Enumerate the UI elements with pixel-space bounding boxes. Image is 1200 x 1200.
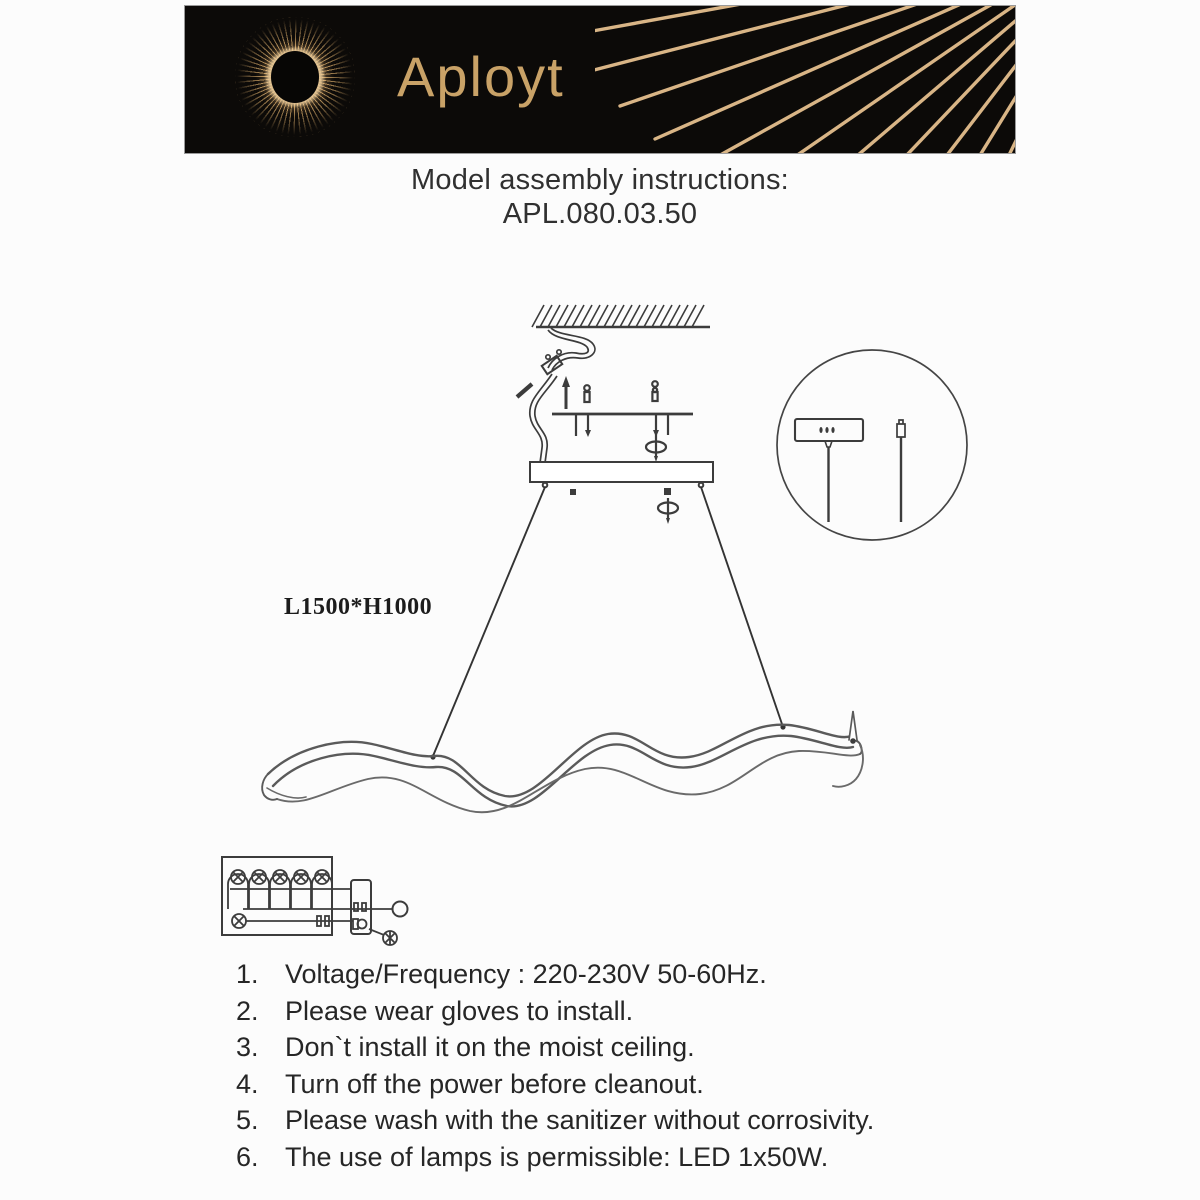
item-text: Don`t install it on the moist ceiling. xyxy=(285,1032,695,1062)
item-text: Turn off the power before cleanout. xyxy=(285,1068,704,1099)
wavy-led-ribbon xyxy=(262,711,863,812)
item-number: 6. xyxy=(236,1141,259,1172)
list-item xyxy=(236,1066,1056,1103)
detail-inset xyxy=(777,350,967,540)
list-item xyxy=(236,1029,1056,1066)
item-number: 4. xyxy=(236,1068,259,1099)
instructions-list xyxy=(236,956,1056,1175)
item-text: Please wear gloves to install. xyxy=(285,995,634,1026)
list-item xyxy=(236,993,1056,1030)
list-item xyxy=(236,1102,1056,1139)
item-text: Please wash with the sanitizer without corrosivity. xyxy=(285,1105,875,1135)
canopy-holes xyxy=(819,427,834,433)
canopy xyxy=(530,462,713,495)
ceiling-hatch xyxy=(532,305,710,327)
list-item xyxy=(236,956,1056,993)
page-title: Model assembly instructions: xyxy=(411,164,789,196)
item-number: 1. xyxy=(236,959,259,989)
toggle-bolt-icon xyxy=(646,433,666,462)
item-text: Voltage/Frequency : 220-230V 50-60Hz. xyxy=(285,959,767,989)
mounting-bracket xyxy=(552,376,693,437)
suspension-wires xyxy=(430,487,785,760)
brand-name: Aployt xyxy=(397,45,565,108)
item-number: 2. xyxy=(236,995,259,1026)
power-cable xyxy=(517,328,595,463)
item-number: 5. xyxy=(236,1105,259,1135)
list-item xyxy=(236,1139,1056,1176)
dimension-label: L1500*H1000 xyxy=(284,594,433,620)
wiring-schematic xyxy=(222,857,408,945)
toggle-bolt-icon-2 xyxy=(658,498,678,524)
model-number: APL.080.03.50 xyxy=(502,198,698,230)
item-number: 3. xyxy=(236,1032,259,1062)
item-text: The use of lamps is permissible: LED 1x50W. xyxy=(285,1141,829,1172)
